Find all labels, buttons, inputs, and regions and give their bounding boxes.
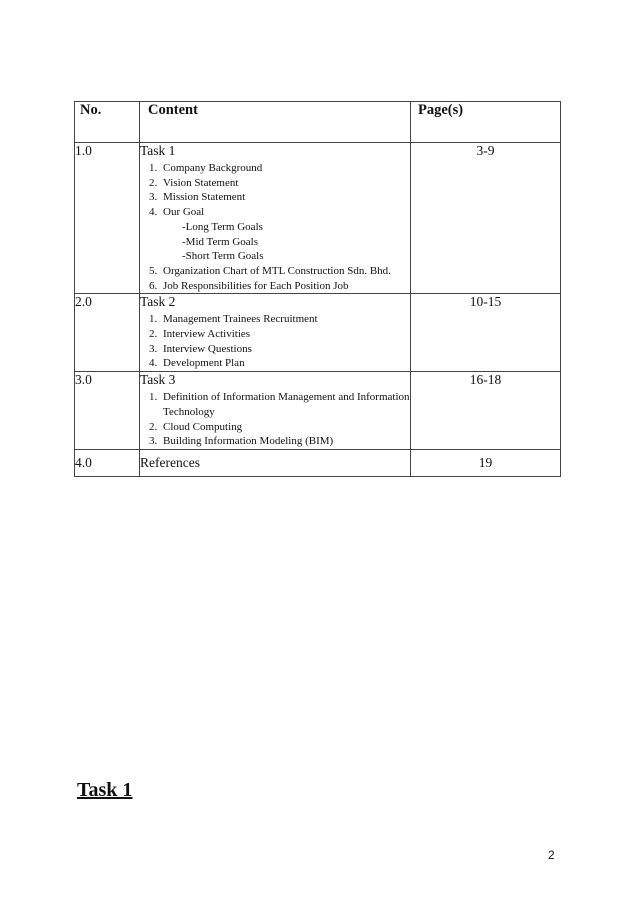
task-item-list — [140, 390, 410, 449]
row-pages: 16-18 — [411, 372, 561, 450]
table-row — [75, 294, 561, 372]
list-item: 1. Company Background — [160, 161, 410, 176]
table-row — [75, 449, 561, 476]
row-number: 1.0 — [75, 143, 140, 294]
header-content: Content — [140, 102, 411, 143]
list-item: 3. Building Information Modeling (BIM) — [160, 434, 410, 449]
list-item: 2. Interview Activities — [160, 327, 410, 342]
task-title: References — [140, 454, 200, 470]
list-item: 3. Interview Questions — [160, 342, 410, 357]
section-heading: Task 1 — [77, 779, 133, 801]
row-pages: 19 — [411, 449, 561, 476]
row-pages: 3-9 — [411, 143, 561, 294]
row-number: 4.0 — [75, 449, 140, 476]
task-title: Task 3 — [140, 372, 176, 388]
sublist-item: -Short Term Goals — [182, 250, 264, 263]
row-content — [140, 294, 411, 372]
list-item: 4. Development Plan — [160, 356, 410, 371]
list-item-label: Our Goal — [163, 206, 205, 219]
table-of-contents — [74, 101, 561, 477]
list-item: 5. Organization Chart of MTL Construction Sdn. Bhd. — [160, 264, 410, 279]
task-title: Task 2 — [140, 294, 176, 310]
list-item: 3. Mission Statement — [160, 190, 410, 205]
header-no: No. — [75, 102, 140, 143]
row-number: 3.0 — [75, 372, 140, 450]
row-number: 2.0 — [75, 294, 140, 372]
list-item: 2. Vision Statement — [160, 176, 410, 191]
list-item: 2. Cloud Computing — [160, 420, 410, 435]
table-row — [75, 143, 561, 294]
list-item: 1. Management Trainees Recruitment — [160, 312, 410, 327]
task-item-list — [140, 161, 410, 293]
page-number: 2 — [548, 848, 555, 862]
header-pages: Page(s) — [411, 102, 561, 143]
row-content — [140, 143, 411, 294]
goal-sublist — [163, 220, 410, 264]
row-pages: 10-15 — [411, 294, 561, 372]
task-item-list — [140, 312, 410, 371]
list-item: 6. Job Responsibilities for Each Position Job — [160, 279, 410, 294]
row-content — [140, 372, 411, 450]
sublist-item: -Long Term Goals — [182, 220, 263, 233]
table-row — [75, 372, 561, 450]
list-item — [160, 205, 410, 264]
sublist-item: -Mid Term Goals — [182, 235, 259, 248]
list-item: 1. Definition of Information Management and Information Technology — [160, 390, 410, 419]
table-header-row — [75, 102, 561, 143]
task-title: Task 1 — [140, 143, 176, 158]
row-content — [140, 449, 411, 476]
